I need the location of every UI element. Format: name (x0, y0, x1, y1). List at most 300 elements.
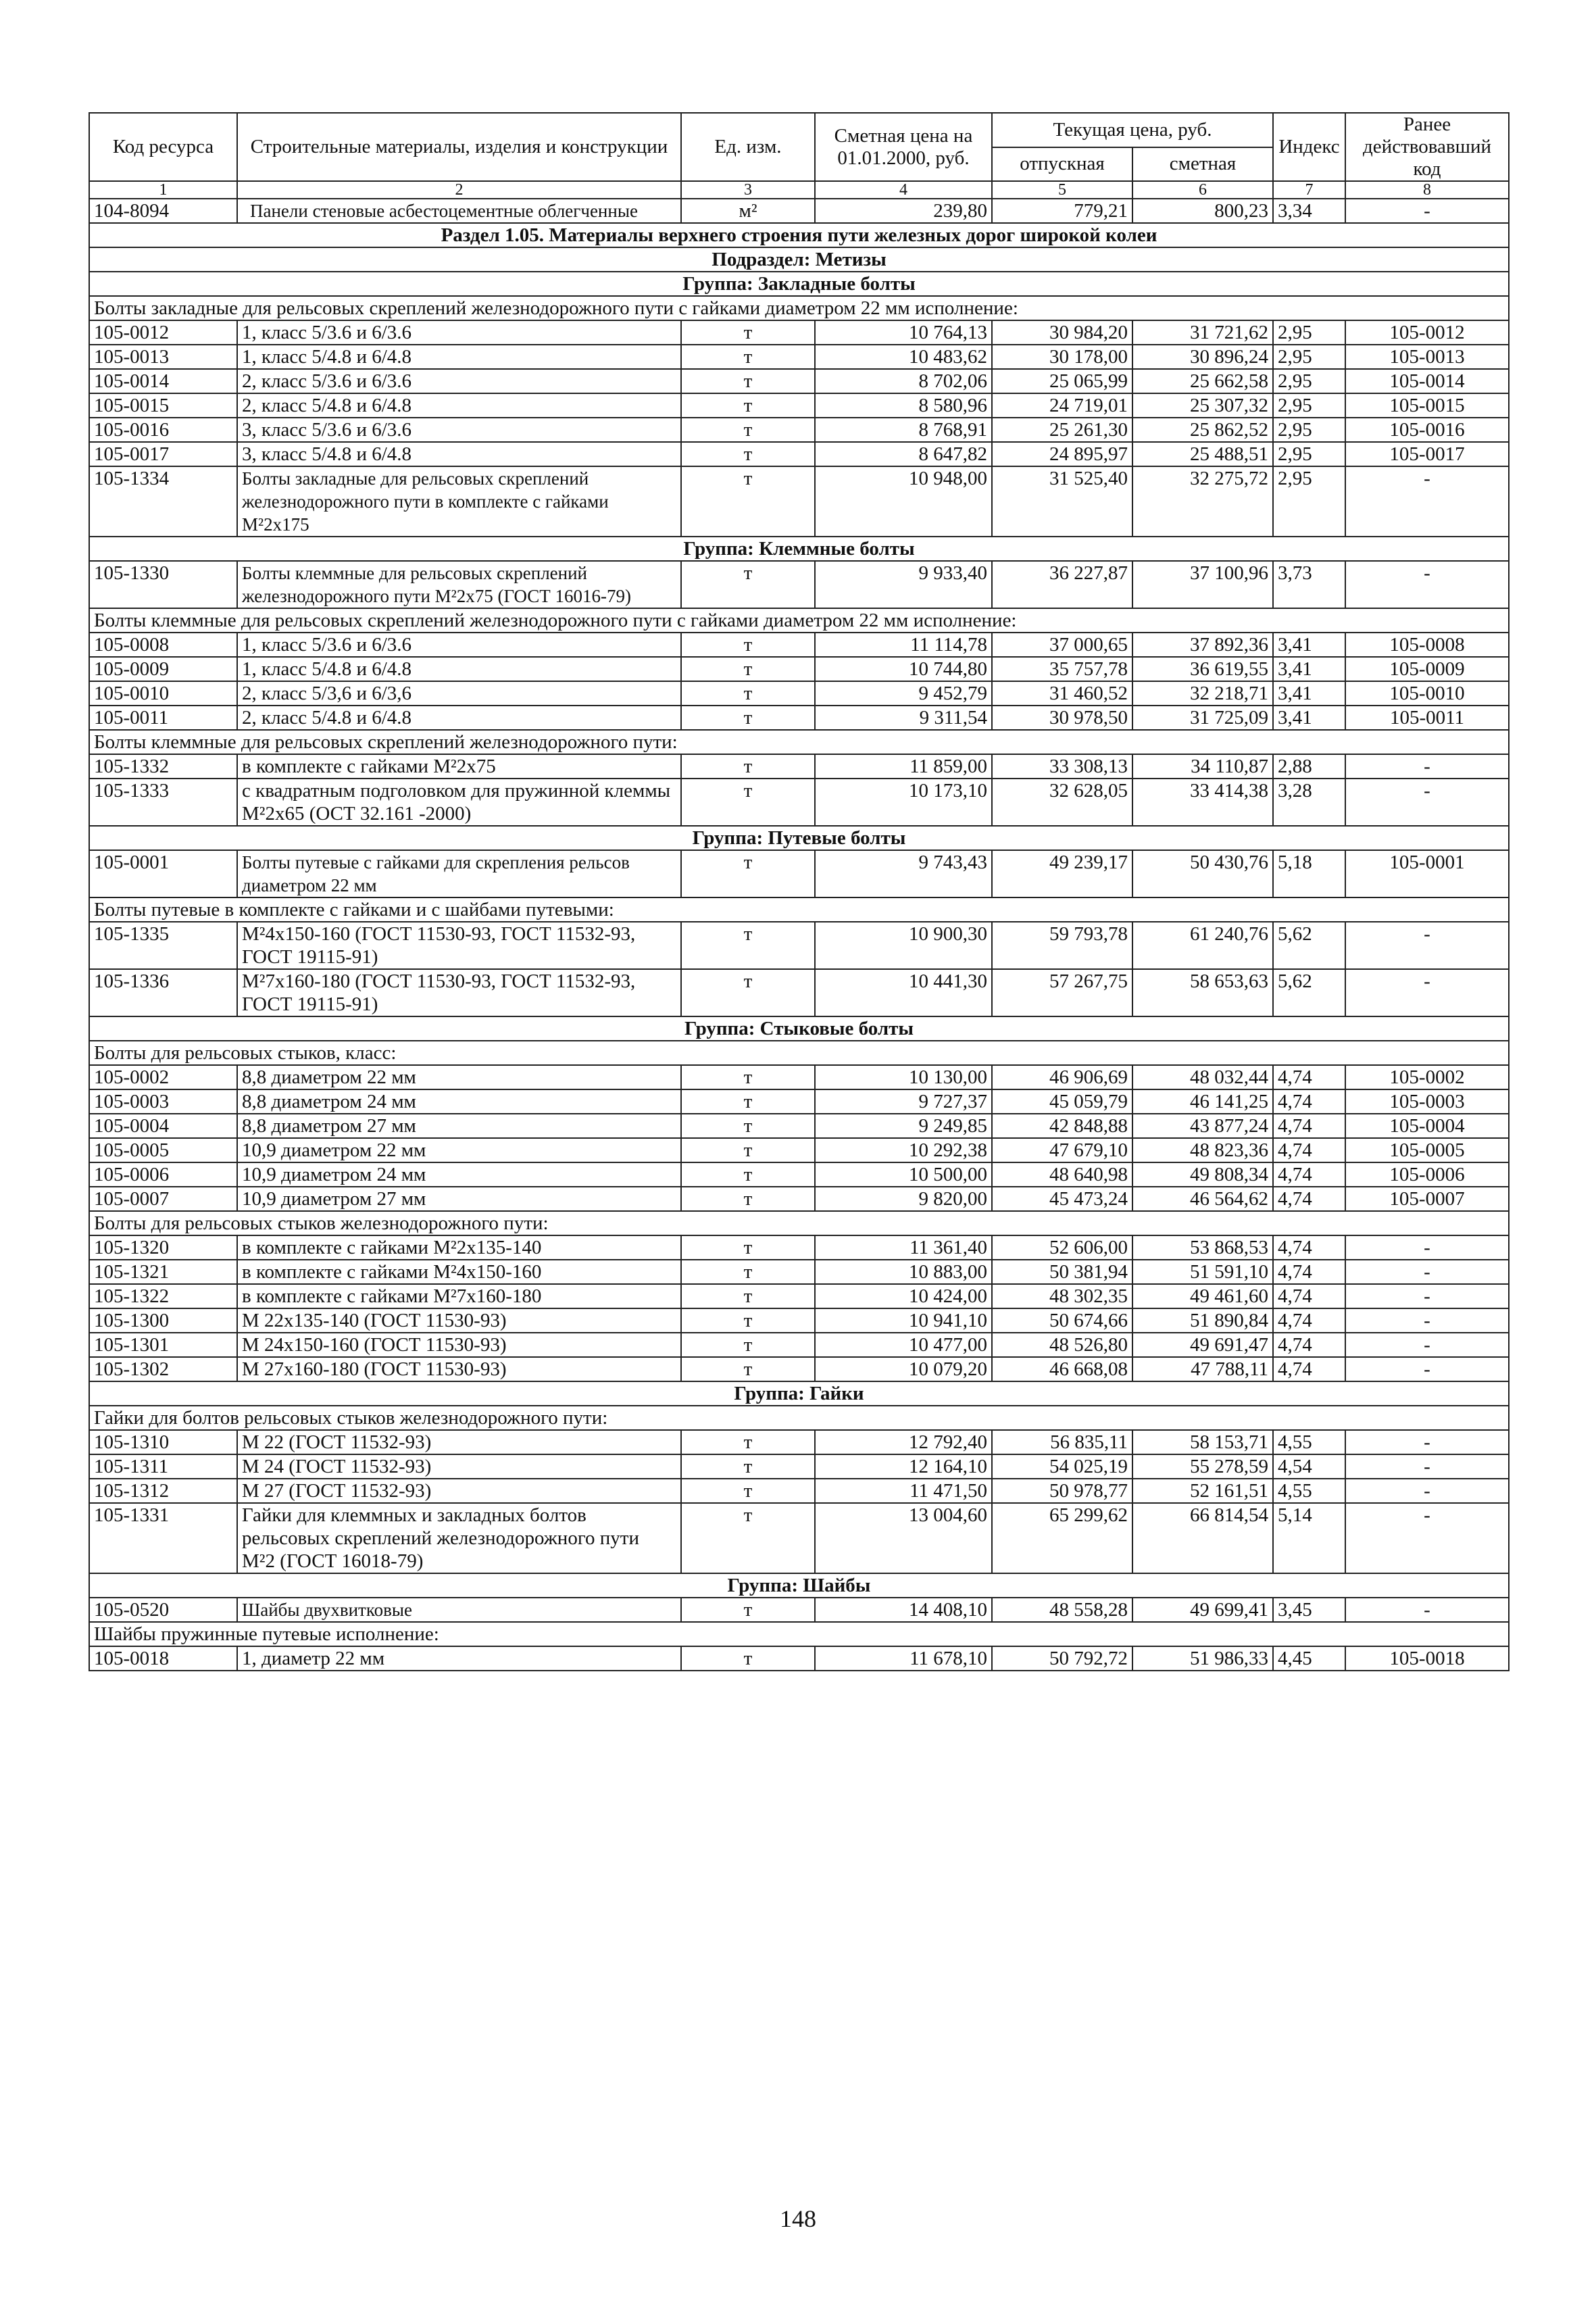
price-index: 4,74 (1273, 1089, 1345, 1114)
price-index: 3,41 (1273, 681, 1345, 706)
release-price: 30 984,20 (992, 320, 1132, 345)
subgroup-caption: Болты закладные для рельсовых скреплений железнодорожного пути с гайками диаметром 22 мм исполнение: (89, 296, 1509, 320)
section-row (89, 223, 1509, 247)
material-name: М 27х160-180 (ГОСТ 11530-93) (237, 1357, 681, 1381)
estimate-price: 58 153,71 (1132, 1430, 1273, 1454)
price-index: 3,41 (1273, 706, 1345, 730)
resource-code: 105-0010 (89, 681, 237, 706)
estimate-price: 43 877,24 (1132, 1114, 1273, 1138)
table-row (89, 393, 1509, 418)
estimate-price: 36 619,55 (1132, 657, 1273, 681)
table-row (89, 922, 1509, 969)
material-name: 8,8 диаметром 24 мм (237, 1089, 681, 1114)
estimate-price: 66 814,54 (1132, 1503, 1273, 1573)
price-2000: 12 164,10 (815, 1454, 992, 1479)
table-row (89, 1430, 1509, 1454)
price-2000: 10 744,80 (815, 657, 992, 681)
group-row (89, 826, 1509, 850)
table-row (89, 779, 1509, 826)
resource-code: 105-0014 (89, 369, 237, 393)
estimate-price: 55 278,59 (1132, 1454, 1273, 1479)
subgroup-caption: Болты клеммные для рельсовых скреплений железнодорожного пути: (89, 730, 1509, 754)
release-price: 49 239,17 (992, 850, 1132, 897)
page-number: 148 (780, 2205, 816, 2232)
material-name: 10,9 диаметром 24 мм (237, 1162, 681, 1187)
group-row (89, 1381, 1509, 1406)
header-row (89, 113, 1509, 147)
material-name: Болты путевые с гайками для скрепления рельсов диаметром 22 мм (237, 850, 681, 897)
resource-code: 105-0016 (89, 418, 237, 442)
material-name: 2, класс 5/3,6 и 6/3,6 (237, 681, 681, 706)
material-name: в комплекте с гайками М²4х150-160 (237, 1260, 681, 1284)
previous-code: 105-0004 (1345, 1114, 1509, 1138)
previous-code: 105-0018 (1345, 1646, 1509, 1671)
material-name: 2, класс 5/4.8 и 6/4.8 (237, 393, 681, 418)
subgroup-caption: Болты для рельсовых стыков железнодорожного пути: (89, 1211, 1509, 1235)
group-row (89, 272, 1509, 296)
release-price: 50 381,94 (992, 1260, 1132, 1284)
material-name: 1, класс 5/4.8 и 6/4.8 (237, 657, 681, 681)
resource-code: 105-0520 (89, 1598, 237, 1622)
unit: т (681, 466, 815, 537)
price-2000: 11 361,40 (815, 1235, 992, 1260)
group-row (89, 1573, 1509, 1598)
price-2000: 9 452,79 (815, 681, 992, 706)
resource-code: 105-1335 (89, 922, 237, 969)
estimate-price: 51 890,84 (1132, 1308, 1273, 1333)
material-name: М 24 (ГОСТ 11532-93) (237, 1454, 681, 1479)
release-price: 50 978,77 (992, 1479, 1132, 1503)
unit: т (681, 1357, 815, 1381)
price-2000: 10 764,13 (815, 320, 992, 345)
header-previous-code: Ранее действовавший код (1345, 113, 1509, 181)
table-row (89, 633, 1509, 657)
column-number: 6 (1132, 181, 1273, 199)
price-2000: 9 820,00 (815, 1187, 992, 1211)
estimate-price: 61 240,76 (1132, 922, 1273, 969)
estimate-price: 49 461,60 (1132, 1284, 1273, 1308)
resource-code: 105-0003 (89, 1089, 237, 1114)
unit: т (681, 706, 815, 730)
estimate-price: 32 218,71 (1132, 681, 1273, 706)
table-row (89, 1479, 1509, 1503)
release-price: 52 606,00 (992, 1235, 1132, 1260)
price-2000: 8 768,91 (815, 418, 992, 442)
caption-row (89, 296, 1509, 320)
resource-code: 105-1320 (89, 1235, 237, 1260)
resource-code: 105-1310 (89, 1430, 237, 1454)
material-name: 3, класс 5/4.8 и 6/4.8 (237, 442, 681, 466)
unit: т (681, 1503, 815, 1573)
resource-code: 105-0007 (89, 1187, 237, 1211)
price-index: 2,95 (1273, 442, 1345, 466)
release-price: 50 792,72 (992, 1646, 1132, 1671)
price-index: 2,95 (1273, 393, 1345, 418)
table-row (89, 706, 1509, 730)
material-name: 1, класс 5/3.6 и 6/3.6 (237, 633, 681, 657)
estimate-price: 25 662,58 (1132, 369, 1273, 393)
unit: т (681, 1235, 815, 1260)
table-row (89, 1503, 1509, 1573)
resource-code: 105-1330 (89, 561, 237, 608)
estimate-price: 48 032,44 (1132, 1065, 1273, 1089)
unit: т (681, 1430, 815, 1454)
column-number: 7 (1273, 181, 1345, 199)
table-row (89, 320, 1509, 345)
estimate-price: 49 808,34 (1132, 1162, 1273, 1187)
price-2000: 239,80 (815, 199, 992, 223)
unit: т (681, 1260, 815, 1284)
unit: т (681, 393, 815, 418)
subgroup-caption: Шайбы пружинные путевые исполнение: (89, 1622, 1509, 1646)
price-2000: 9 743,43 (815, 850, 992, 897)
price-index: 4,74 (1273, 1308, 1345, 1333)
estimate-price: 25 488,51 (1132, 442, 1273, 466)
price-index: 4,74 (1273, 1284, 1345, 1308)
price-2000: 11 859,00 (815, 754, 992, 779)
release-price: 25 261,30 (992, 418, 1132, 442)
previous-code: 105-0009 (1345, 657, 1509, 681)
previous-code: 105-0014 (1345, 369, 1509, 393)
column-number: 3 (681, 181, 815, 199)
release-price: 36 227,87 (992, 561, 1132, 608)
table-row (89, 969, 1509, 1016)
header-price-2000: Сметная цена на 01.01.2000, руб. (815, 113, 992, 181)
price-2000: 10 292,38 (815, 1138, 992, 1162)
material-name: Болты клеммные для рельсовых скреплений железнодорожного пути М²2х75 (ГОСТ 16016-79) (237, 561, 681, 608)
resource-code: 105-0002 (89, 1065, 237, 1089)
material-name: 8,8 диаметром 27 мм (237, 1114, 681, 1138)
subgroup-caption: Болты для рельсовых стыков, класс: (89, 1041, 1509, 1065)
price-2000: 8 580,96 (815, 393, 992, 418)
unit: т (681, 681, 815, 706)
price-2000: 10 130,00 (815, 1065, 992, 1089)
material-name: с квадратным подголовком для пружинной клеммы М²2х65 (ОСТ 32.161 -2000) (237, 779, 681, 826)
price-index: 3,34 (1273, 199, 1345, 223)
table-row (89, 442, 1509, 466)
release-price: 50 674,66 (992, 1308, 1132, 1333)
group-title: Группа: Стыковые болты (89, 1016, 1509, 1041)
table-row (89, 1138, 1509, 1162)
release-price: 31 525,40 (992, 466, 1132, 537)
estimate-price: 37 892,36 (1132, 633, 1273, 657)
estimate-price: 58 653,63 (1132, 969, 1273, 1016)
subsection-title: Подраздел: Метизы (89, 247, 1509, 272)
resource-code: 105-1332 (89, 754, 237, 779)
column-number: 8 (1345, 181, 1509, 199)
material-name: 8,8 диаметром 22 мм (237, 1065, 681, 1089)
price-2000: 10 500,00 (815, 1162, 992, 1187)
unit: т (681, 657, 815, 681)
price-index: 4,55 (1273, 1479, 1345, 1503)
price-index: 3,41 (1273, 657, 1345, 681)
previous-code: - (1345, 1430, 1509, 1454)
previous-code: - (1345, 1260, 1509, 1284)
release-price: 48 526,80 (992, 1333, 1132, 1357)
caption-row (89, 730, 1509, 754)
table-row (89, 1114, 1509, 1138)
unit: т (681, 1308, 815, 1333)
estimate-price: 25 862,52 (1132, 418, 1273, 442)
release-price: 56 835,11 (992, 1430, 1132, 1454)
subsection-row (89, 247, 1509, 272)
price-2000: 9 249,85 (815, 1114, 992, 1138)
table-row (89, 345, 1509, 369)
previous-code: 105-0015 (1345, 393, 1509, 418)
header-estimate-price: сметная (1132, 147, 1273, 182)
resource-code: 105-0004 (89, 1114, 237, 1138)
group-title: Группа: Гайки (89, 1381, 1509, 1406)
caption-row (89, 1406, 1509, 1430)
unit: т (681, 1187, 815, 1211)
material-name: 3, класс 5/3.6 и 6/3.6 (237, 418, 681, 442)
table-row (89, 1333, 1509, 1357)
price-index: 4,74 (1273, 1138, 1345, 1162)
material-name: М²7х160-180 (ГОСТ 11530-93, ГОСТ 11532-93, ГОСТ 19115-91) (237, 969, 681, 1016)
section-title: Раздел 1.05. Материалы верхнего строения пути железных дорог широкой колеи (89, 223, 1509, 247)
estimate-price: 30 896,24 (1132, 345, 1273, 369)
previous-code: - (1345, 1308, 1509, 1333)
price-index: 4,74 (1273, 1187, 1345, 1211)
price-index: 2,95 (1273, 345, 1345, 369)
price-index: 4,74 (1273, 1065, 1345, 1089)
price-table-sheet (89, 112, 1508, 1671)
table-row (89, 561, 1509, 608)
group-title: Группа: Шайбы (89, 1573, 1509, 1598)
release-price: 59 793,78 (992, 922, 1132, 969)
previous-code: - (1345, 922, 1509, 969)
table-row (89, 657, 1509, 681)
table-row (89, 1260, 1509, 1284)
price-index: 4,74 (1273, 1162, 1345, 1187)
price-2000: 11 678,10 (815, 1646, 992, 1671)
unit: т (681, 1065, 815, 1089)
table-row (89, 1646, 1509, 1671)
release-price: 33 308,13 (992, 754, 1132, 779)
table-row (89, 1187, 1509, 1211)
material-name: 10,9 диаметром 22 мм (237, 1138, 681, 1162)
price-2000: 8 647,82 (815, 442, 992, 466)
release-price: 48 302,35 (992, 1284, 1132, 1308)
price-index: 2,88 (1273, 754, 1345, 779)
price-2000: 9 727,37 (815, 1089, 992, 1114)
resource-code: 104-8094 (89, 199, 237, 223)
resource-code: 105-0017 (89, 442, 237, 466)
release-price: 30 178,00 (992, 345, 1132, 369)
previous-code: - (1345, 1479, 1509, 1503)
previous-code: - (1345, 1284, 1509, 1308)
release-price: 45 059,79 (992, 1089, 1132, 1114)
price-index: 2,95 (1273, 320, 1345, 345)
price-index: 4,45 (1273, 1646, 1345, 1671)
table-row (89, 1089, 1509, 1114)
release-price: 25 065,99 (992, 369, 1132, 393)
price-index: 3,41 (1273, 633, 1345, 657)
material-name: 1, класс 5/3.6 и 6/3.6 (237, 320, 681, 345)
unit: т (681, 633, 815, 657)
price-index: 4,54 (1273, 1454, 1345, 1479)
table-row (89, 1065, 1509, 1089)
resource-code: 105-1334 (89, 466, 237, 537)
price-table (89, 112, 1510, 1671)
unit: т (681, 1646, 815, 1671)
table-row (89, 199, 1509, 223)
price-2000: 10 173,10 (815, 779, 992, 826)
unit: т (681, 418, 815, 442)
previous-code: 105-0017 (1345, 442, 1509, 466)
estimate-price: 33 414,38 (1132, 779, 1273, 826)
release-price: 779,21 (992, 199, 1132, 223)
resource-code: 105-0009 (89, 657, 237, 681)
release-price: 48 558,28 (992, 1598, 1132, 1622)
release-price: 48 640,98 (992, 1162, 1132, 1187)
price-2000: 13 004,60 (815, 1503, 992, 1573)
table-row (89, 1162, 1509, 1187)
price-index: 5,62 (1273, 969, 1345, 1016)
subgroup-caption: Болты клеммные для рельсовых скреплений железнодорожного пути с гайками диаметром 22 мм исполнение: (89, 608, 1509, 633)
group-title: Группа: Закладные болты (89, 272, 1509, 296)
previous-code: 105-0003 (1345, 1089, 1509, 1114)
table-row (89, 369, 1509, 393)
release-price: 47 679,10 (992, 1138, 1132, 1162)
table-row (89, 850, 1509, 897)
resource-code: 105-0005 (89, 1138, 237, 1162)
column-number: 2 (237, 181, 681, 199)
release-price: 46 906,69 (992, 1065, 1132, 1089)
release-price: 45 473,24 (992, 1187, 1132, 1211)
estimate-price: 25 307,32 (1132, 393, 1273, 418)
price-index: 4,74 (1273, 1235, 1345, 1260)
release-price: 24 895,97 (992, 442, 1132, 466)
price-2000: 8 702,06 (815, 369, 992, 393)
estimate-price: 47 788,11 (1132, 1357, 1273, 1381)
previous-code: 105-0010 (1345, 681, 1509, 706)
unit: т (681, 1162, 815, 1187)
material-name: Панели стеновые асбестоцементные облегченные (237, 199, 681, 223)
estimate-price: 49 691,47 (1132, 1333, 1273, 1357)
price-2000: 14 408,10 (815, 1598, 992, 1622)
estimate-price: 50 430,76 (1132, 850, 1273, 897)
previous-code: - (1345, 1598, 1509, 1622)
release-price: 57 267,75 (992, 969, 1132, 1016)
unit: т (681, 1284, 815, 1308)
release-price: 32 628,05 (992, 779, 1132, 826)
price-2000: 9 311,54 (815, 706, 992, 730)
material-name: М 27 (ГОСТ 11532-93) (237, 1479, 681, 1503)
header-unit: Ед. изм. (681, 113, 815, 181)
price-2000: 10 948,00 (815, 466, 992, 537)
material-name: в комплекте с гайками М²2х135-140 (237, 1235, 681, 1260)
unit: т (681, 369, 815, 393)
price-index: 2,95 (1273, 369, 1345, 393)
price-2000: 10 441,30 (815, 969, 992, 1016)
subgroup-caption: Гайки для болтов рельсовых стыков железнодорожного пути: (89, 1406, 1509, 1430)
resource-code: 105-0012 (89, 320, 237, 345)
material-name: 1, диаметр 22 мм (237, 1646, 681, 1671)
price-index: 3,73 (1273, 561, 1345, 608)
unit: т (681, 1333, 815, 1357)
price-index: 4,74 (1273, 1333, 1345, 1357)
previous-code: - (1345, 1454, 1509, 1479)
material-name: Гайки для клеммных и закладных болтов рельсовых скреплений железнодорожного пути М²2 (ГОСТ 16018-79) (237, 1503, 681, 1573)
unit: т (681, 561, 815, 608)
price-2000: 10 483,62 (815, 345, 992, 369)
resource-code: 105-0013 (89, 345, 237, 369)
group-row (89, 1016, 1509, 1041)
unit: т (681, 754, 815, 779)
column-number: 5 (992, 181, 1132, 199)
unit: м² (681, 199, 815, 223)
material-name: в комплекте с гайками М²7х160-180 (237, 1284, 681, 1308)
previous-code: - (1345, 561, 1509, 608)
release-price: 65 299,62 (992, 1503, 1132, 1573)
table-row (89, 1454, 1509, 1479)
group-title: Группа: Путевые болты (89, 826, 1509, 850)
price-2000: 11 114,78 (815, 633, 992, 657)
caption-row (89, 897, 1509, 922)
header-release-price: отпускная (992, 147, 1132, 182)
previous-code: 105-0008 (1345, 633, 1509, 657)
material-name: 2, класс 5/4.8 и 6/4.8 (237, 706, 681, 730)
release-price: 37 000,65 (992, 633, 1132, 657)
table-row (89, 1284, 1509, 1308)
resource-code: 105-1312 (89, 1479, 237, 1503)
caption-row (89, 1041, 1509, 1065)
previous-code: 105-0016 (1345, 418, 1509, 442)
unit: т (681, 850, 815, 897)
release-price: 54 025,19 (992, 1454, 1132, 1479)
estimate-price: 31 725,09 (1132, 706, 1273, 730)
resource-code: 105-1300 (89, 1308, 237, 1333)
estimate-price: 31 721,62 (1132, 320, 1273, 345)
price-2000: 9 933,40 (815, 561, 992, 608)
header-code: Код ресурса (89, 113, 237, 181)
table-row (89, 681, 1509, 706)
previous-code: - (1345, 1503, 1509, 1573)
estimate-price: 53 868,53 (1132, 1235, 1273, 1260)
price-2000: 10 079,20 (815, 1357, 992, 1381)
group-title: Группа: Клеммные болты (89, 537, 1509, 561)
material-name: 10,9 диаметром 27 мм (237, 1187, 681, 1211)
unit: т (681, 1089, 815, 1114)
resource-code: 105-1322 (89, 1284, 237, 1308)
previous-code: - (1345, 969, 1509, 1016)
unit: т (681, 1479, 815, 1503)
material-name: М 24х150-160 (ГОСТ 11530-93) (237, 1333, 681, 1357)
release-price: 31 460,52 (992, 681, 1132, 706)
price-index: 3,45 (1273, 1598, 1345, 1622)
material-name: Шайбы двухвитковые (237, 1598, 681, 1622)
unit: т (681, 1598, 815, 1622)
price-index: 4,74 (1273, 1260, 1345, 1284)
price-2000: 10 477,00 (815, 1333, 992, 1357)
material-name: М²4х150-160 (ГОСТ 11530-93, ГОСТ 11532-93, ГОСТ 19115-91) (237, 922, 681, 969)
estimate-price: 800,23 (1132, 199, 1273, 223)
material-name: 1, класс 5/4.8 и 6/4.8 (237, 345, 681, 369)
estimate-price: 32 275,72 (1132, 466, 1273, 537)
release-price: 24 719,01 (992, 393, 1132, 418)
price-2000: 10 900,30 (815, 922, 992, 969)
unit: т (681, 442, 815, 466)
estimate-price: 51 986,33 (1132, 1646, 1273, 1671)
table-row (89, 1598, 1509, 1622)
unit: т (681, 779, 815, 826)
resource-code: 105-0001 (89, 850, 237, 897)
price-2000: 10 883,00 (815, 1260, 992, 1284)
header-current-price: Текущая цена, руб. (992, 113, 1273, 147)
previous-code: - (1345, 1357, 1509, 1381)
previous-code: 105-0002 (1345, 1065, 1509, 1089)
